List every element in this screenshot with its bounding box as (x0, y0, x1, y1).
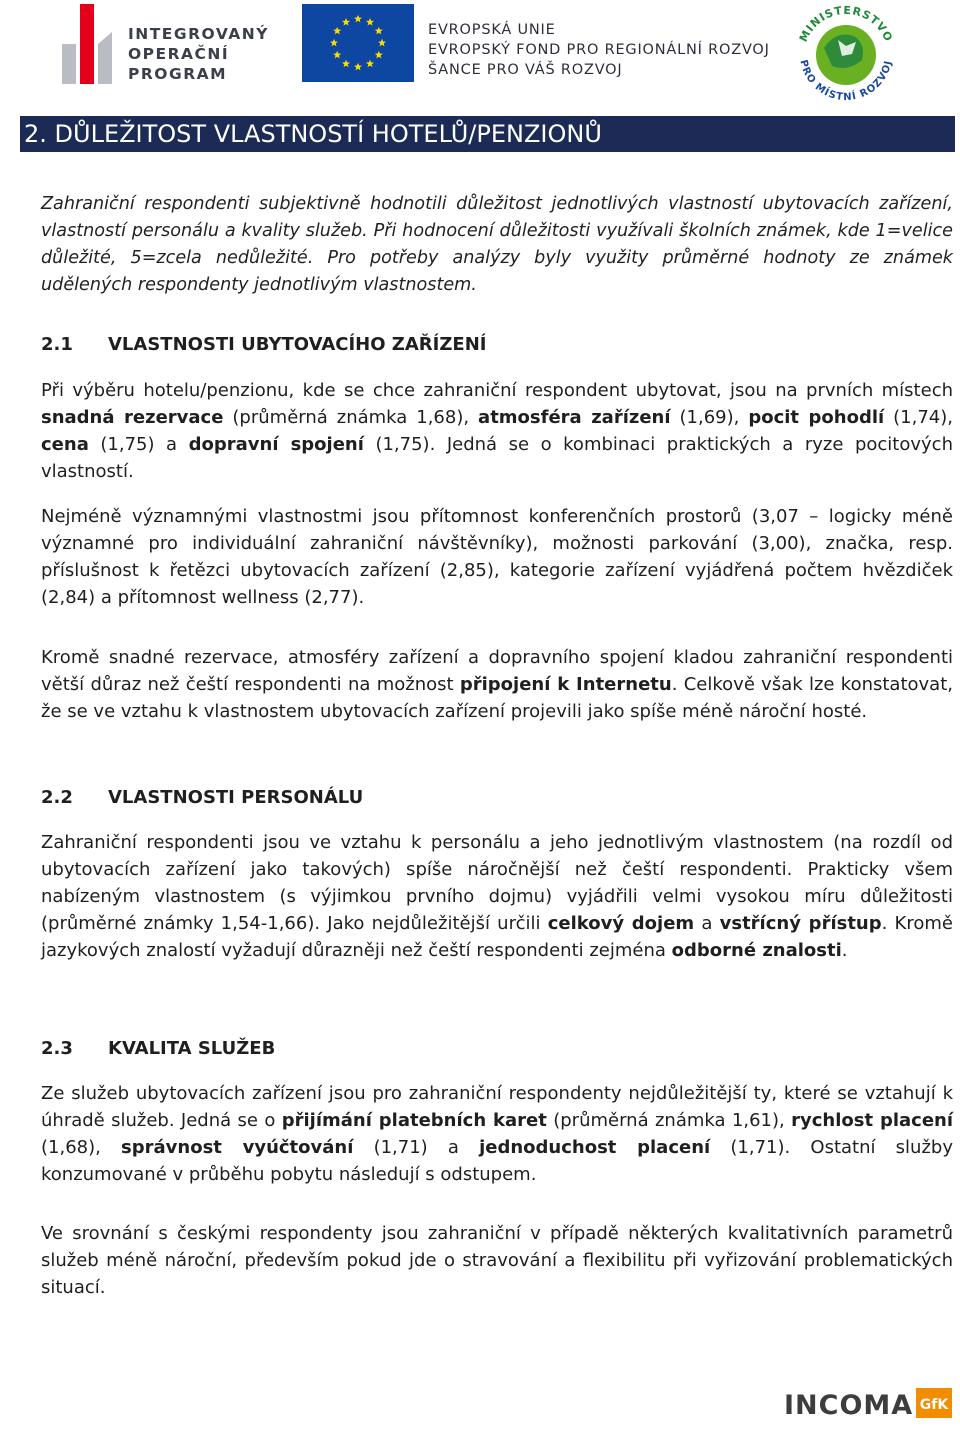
mmr-logo (786, 0, 906, 104)
incoma-text: INCOMA (784, 1390, 914, 1421)
iop-mark-icon (62, 4, 122, 84)
eu-flag-icon (302, 4, 414, 82)
paragraph-2-1-c: Kromě snadné rezervace, atmosféry zařízení a dopravního spojení kladou zahraniční respondenti větší důraz než čeští respondenti na možnost připojení k Internetu. Celkově však lze konstatovat, že se ve vztahu k vlastnostem ubytovacích zařízení projevili jako spíše méně nároční hosté. (41, 647, 953, 722)
paragraph-2-3-b: Ve srovnání s českými respondenty jsou zahraniční v případě některých kvalitativních parametrů služeb méně nároční, především pokud jde o stravování a flexibilitu při vyřizování problematických situací. (41, 1223, 953, 1298)
paragraph-2-2: Zahraniční respondenti jsou ve vztahu k personálu a jeho jednotlivým vlastnostem (na rozdíl od ubytovacích zařízení jako takových) spíše náročnější než čeští respondenti. Prakticky všem nabízeným vlastnostem (s výjimkou prvního dojmu) vyjádřili velmi vysokou míru důležitosti (průměrné známky 1,54-1,66). Jako nejdůležitější určili celkový dojem a vstřícný přístup. Kromě jazykových znalostí vyžadují důrazněji než čeští respondenti zejména odborné znalosti. (41, 832, 953, 961)
iop-logo (62, 4, 272, 84)
subsection-number: 2.1 (41, 334, 73, 355)
subsection-number: 2.2 (41, 787, 73, 808)
iop-logo-text: INTEGROVANÝ OPERAČNÍ PROGRAM (128, 25, 269, 83)
paragraph-2-1-a: Při výběru hotelu/penzionu, kde se chce zahraniční respondent ubytovat, jsou na prvních místech snadná rezervace (průměrná známka 1,68), atmosféra zařízení (1,69), pocit pohodlí (1,74), cena (1,75) a dopravní spojení (1,75). Jedná se o kombinaci praktických a ryze pocitových vlastností. (41, 380, 953, 482)
gfk-badge-text: GfK (919, 1397, 949, 1413)
section-heading-bar (20, 116, 955, 152)
incoma-gfk-logo (782, 1384, 954, 1422)
eu-logo-text: EVROPSKÁ UNIE EVROPSKÝ FOND PRO REGIONÁLNÍ ROZVOJ ŠANCE PRO VÁŠ ROZVOJ (428, 22, 770, 78)
subsection-title: VLASTNOSTI UBYTOVACÍHO ZAŘÍZENÍ (108, 334, 487, 355)
paragraph-2-3-a: Ze služeb ubytovacích zařízení jsou pro zahraniční respondenty nejdůležitější ty, které se vztahují k úhradě služeb. Jedná se o přijímání platebních karet (průměrná známka 1,61), rychlost placení (1,68), správnost vyúčtování (1,71) a jednoduchost placení (1,71). Ostatní služby konzumované v průběhu pobytu následují s odstupem. (41, 1083, 954, 1185)
intro-paragraph: Zahraniční respondenti subjektivně hodnotili důležitost jednotlivých vlastností ubytovacích zařízení, vlastností personálu a kvality služeb. Při hodnocení důležitosti využívali školních známek, kde 1=velice důležité, 5=zcela nedůležité. Pro potřeby analýzy byly využity průměrné hodnoty ze známek udělených respondenty jednotlivým vlastnostem. (41, 194, 953, 295)
subsection-heading-2-2 (41, 784, 363, 811)
mmr-arc-top: MINISTERSTVO (796, 3, 896, 45)
subsection-heading-2-3 (41, 1035, 275, 1062)
subsection-title: KVALITA SLUŽEB (108, 1038, 276, 1059)
paragraph-2-1-b: Nejméně významnými vlastnostmi jsou přítomnost konferenčních prostorů (3,07 – logicky méně významné pro individuální zahraniční návštěvníky), možnosti parkování (3,00), značka, resp. příslušnost k řetězci ubytovacích zařízení (2,85), kategorie zařízení vyjádřená počtem hvězdiček (2,84) a přítomnost wellness (2,77). (41, 506, 953, 608)
header-logos (0, 0, 960, 104)
subsection-title: VLASTNOSTI PERSONÁLU (108, 787, 364, 808)
mmr-arc-bottom: PRO MÍSTNÍ ROZVOJ (797, 58, 895, 104)
subsection-number: 2.3 (41, 1038, 73, 1059)
subsection-heading-2-1 (41, 331, 486, 358)
section-title: 2. DŮLEŽITOST VLASTNOSTÍ HOTELŮ/PENZIONŮ (24, 120, 602, 148)
